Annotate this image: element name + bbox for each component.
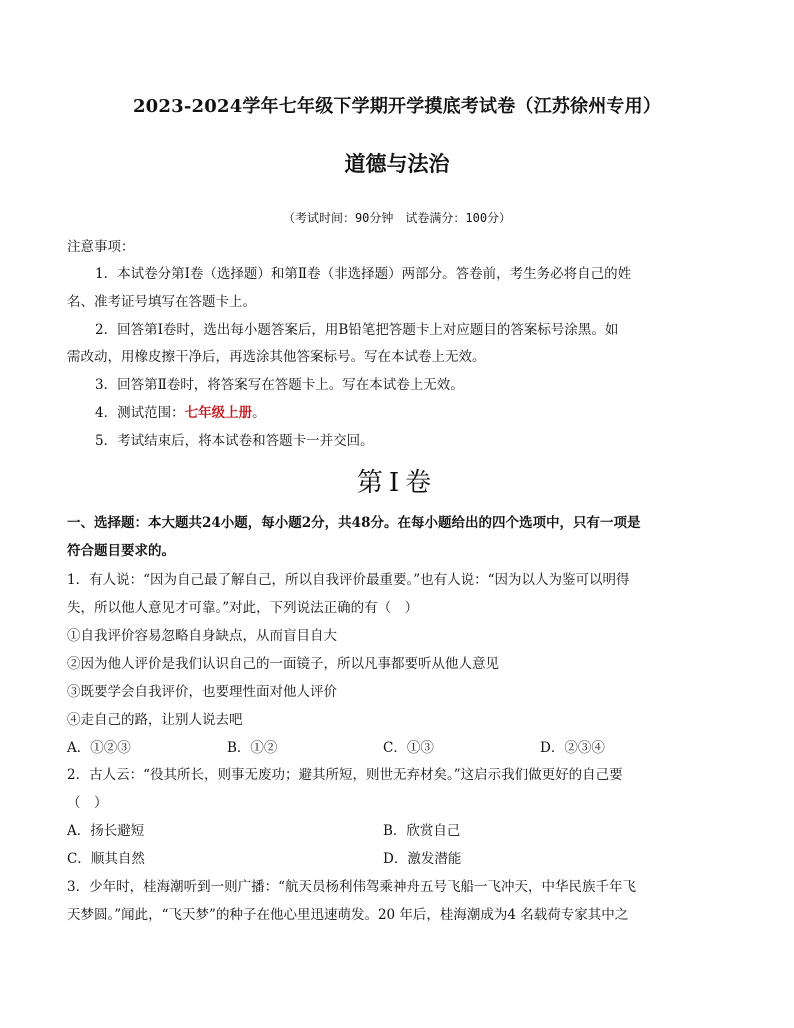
- q1-statement-4: ④走自己的路，让别人说去吧: [67, 712, 243, 728]
- notes-heading: 注意事项：: [67, 239, 135, 255]
- exam-title: 2023-2024学年七年级下学期开学摸底考试卷（江苏徐州专用）: [132, 96, 662, 117]
- q1-stem-line-2: 失，所以他人意见才可靠。”对此，下列说法正确的有（ ）: [67, 600, 419, 616]
- exam-meta: （考试时间：90分钟 试卷满分：100分）: [282, 211, 512, 225]
- section-instruction-line-1: 一、选择题：本大题共24小题，每小题2分，共48分。在每小题给出的四个选项中，只有一项是: [67, 515, 641, 531]
- q2-option-c: C．顺其自然: [67, 851, 145, 867]
- section-instruction-line-2: 符合题目要求的。: [67, 543, 175, 559]
- note-4-suffix: 。: [252, 405, 266, 421]
- q1-stem-line-1: 1．有人说：“因为自己最了解自己，所以自我评价最重要。”也有人说：“因为以人为鉴可以明得: [67, 572, 630, 588]
- q2-option-a: A．扬长避短: [67, 823, 145, 839]
- q3-stem-line-2: 天梦圆。”闻此，“飞天梦”的种子在他心里迅速萌发。20 年后，桂海潮成为4 名载荷专家其中之: [67, 907, 629, 923]
- note-5: 5．考试结束后，将本试卷和答题卡一并交回。: [95, 433, 374, 449]
- note-1-line-1: 1．本试卷分第Ⅰ卷（选择题）和第Ⅱ卷（非选择题）两部分。答卷前，考生务必将自己的姓: [95, 266, 632, 282]
- note-3: 3．回答第Ⅱ卷时，将答案写在答题卡上。写在本试卷上无效。: [95, 377, 464, 393]
- q3-stem-line-1: 3．少年时，桂海潮听到一则广播：“航天员杨利伟驾乘神舟五号飞船一飞冲天，中华民族千年飞: [67, 879, 636, 895]
- q2-option-b: B．欣赏自己: [383, 823, 461, 839]
- note-1-line-2: 名、准考证号填写在答题卡上。: [67, 294, 256, 310]
- note-2-line-1: 2．回答第Ⅰ卷时，选出每小题答案后，用B铅笔把答题卡上对应题目的答案标号涂黑。如: [95, 322, 619, 338]
- q1-option-d: D．②③④: [540, 740, 605, 756]
- q2-stem-line-2: （ ）: [67, 795, 108, 811]
- note-4-prefix: 4．测试范围：: [95, 405, 185, 421]
- q1-statement-1: ①自我评价容易忽略自身缺点，从而盲目自大: [67, 628, 337, 644]
- q2-option-d: D．激发潜能: [383, 851, 462, 867]
- q1-option-a: A．①②③: [67, 740, 131, 756]
- q1-statement-3: ③既要学会自我评价，也要理性面对他人评价: [67, 684, 337, 700]
- note-4: [95, 403, 266, 423]
- q1-option-b: B．①②: [227, 740, 278, 756]
- subject-title: 道德与法治: [344, 151, 450, 176]
- q2-stem-line-1: 2．古人云：“役其所长，则事无废功；避其所短，则世无弃材矣。”这启示我们做更好的自己要: [67, 767, 623, 783]
- q1-statement-2: ②因为他人评价是我们认识自己的一面镜子，所以凡事都要听从他人意见: [67, 656, 499, 672]
- note-2-line-2: 需改动，用橡皮擦干净后，再选涂其他答案标号。写在本试卷上无效。: [67, 349, 486, 365]
- q1-option-c: C．①③: [383, 740, 434, 756]
- section-title: 第Ⅰ卷: [356, 468, 438, 498]
- test-scope-highlight: 七年级上册: [184, 405, 253, 421]
